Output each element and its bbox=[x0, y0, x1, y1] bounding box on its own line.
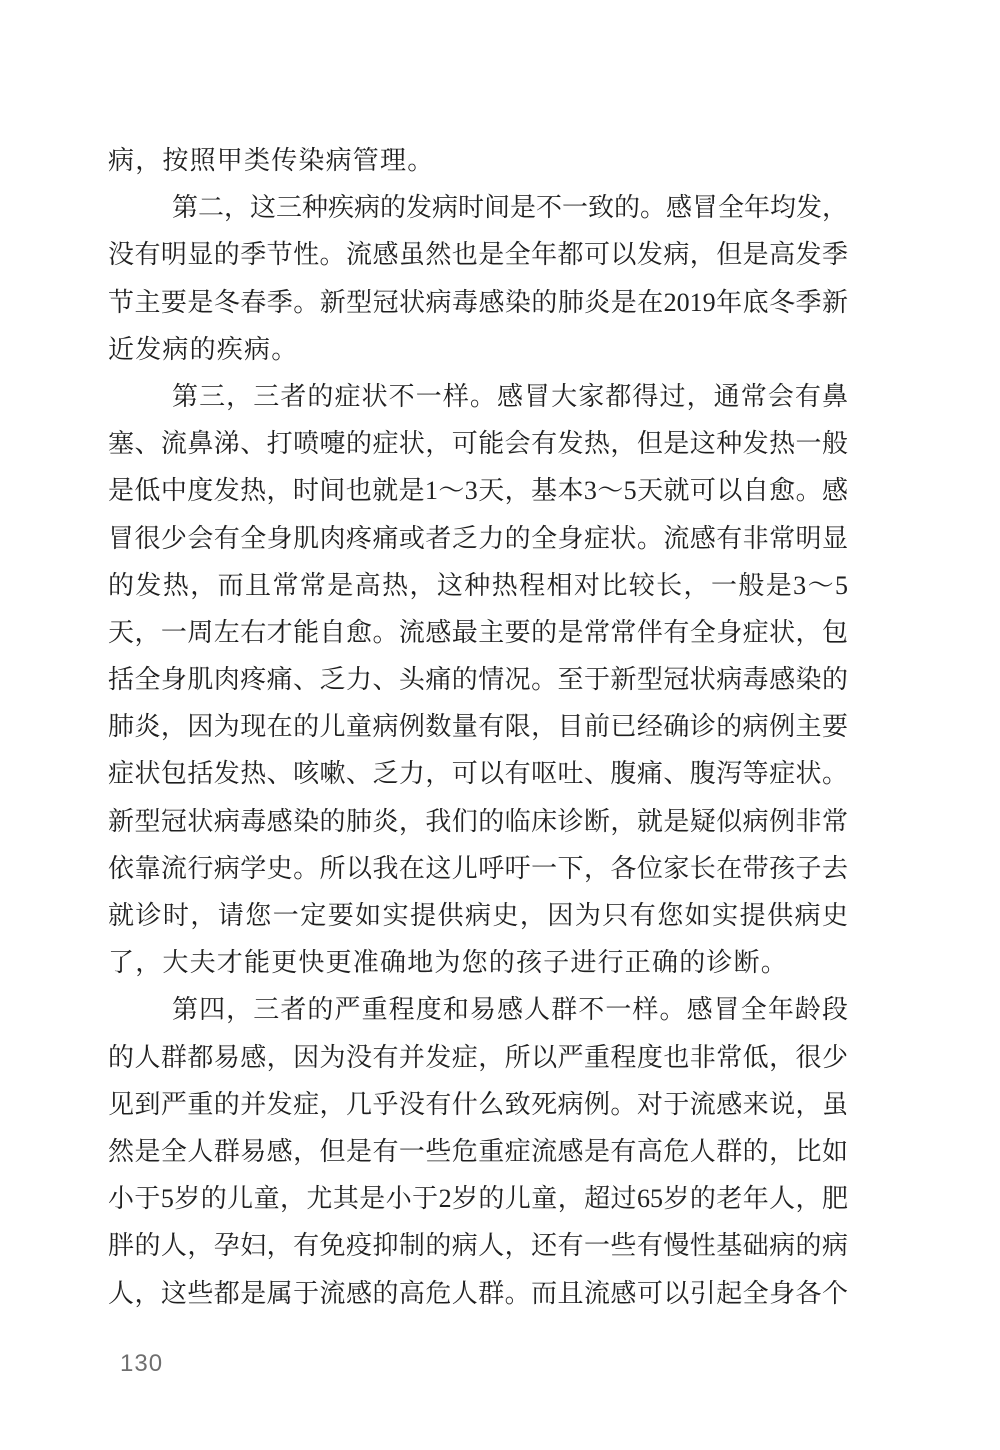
text-line: 依靠流行病学史。所以我在这儿呼吁一下，各位家长在带孩子去 bbox=[108, 853, 848, 883]
text-line: 第四，三者的严重程度和易感人群不一样。感冒全年龄段 bbox=[172, 995, 848, 1025]
text-line: 然是全人群易感，但是有一些危重症流感是有高危人群的，比如 bbox=[108, 1136, 848, 1166]
text-line: 小于5岁的儿童，尤其是小于2岁的儿童，超过65岁的老年人，肥 bbox=[108, 1184, 848, 1214]
text-line: 就诊时，请您一定要如实提供病史，因为只有您如实提供病史 bbox=[108, 901, 848, 930]
page-number: 130 bbox=[120, 1350, 164, 1377]
text-line: 节主要是冬春季。新型冠状病毒感染的肺炎是在2019年底冬季新 bbox=[108, 287, 848, 317]
text-line: 症状包括发热、咳嗽、乏力，可以有呕吐、腹痛、腹泻等症状。 bbox=[108, 759, 848, 789]
body-text bbox=[108, 137, 848, 1317]
text-line: 了，大夫才能更快更准确地为您的孩子进行正确的诊断。 bbox=[108, 948, 789, 978]
text-line: 胖的人，孕妇，有免疫抑制的病人，还有一些有慢性基础病的病 bbox=[108, 1231, 848, 1261]
text-line: 冒很少会有全身肌肉疼痛或者乏力的全身症状。流感有非常明显 bbox=[108, 523, 848, 553]
text-line: 新型冠状病毒感染的肺炎，我们的临床诊断，就是疑似病例非常 bbox=[108, 806, 848, 836]
text-line: 塞、流鼻涕、打喷嚏的症状，可能会有发热，但是这种发热一般 bbox=[108, 429, 848, 459]
text-line: 肺炎，因为现在的儿童病例数量有限，目前已经确诊的病例主要 bbox=[108, 712, 848, 742]
text-line: 是低中度发热，时间也就是1～3天，基本3～5天就可以自愈。感 bbox=[108, 476, 848, 506]
text-line: 括全身肌肉疼痛、乏力、头痛的情况。至于新型冠状病毒感染的 bbox=[108, 665, 848, 695]
text-line: 见到严重的并发症，几乎没有什么致死病例。对于流感来说，虽 bbox=[108, 1089, 848, 1119]
text-line: 没有明显的季节性。流感虽然也是全年都可以发病，但是高发季 bbox=[108, 240, 848, 270]
text-line: 病，按照甲类传染病管理。 bbox=[108, 146, 435, 175]
text-line: 近发病的疾病。 bbox=[108, 334, 299, 364]
text-line: 人，这些都是属于流感的高危人群。而且流感可以引起全身各个 bbox=[108, 1278, 848, 1308]
text-line: 第三，三者的症状不一样。感冒大家都得过，通常会有鼻 bbox=[172, 381, 848, 411]
text-line: 的发热，而且常常是高热，这种热程相对比较长，一般是3～5 bbox=[108, 570, 848, 600]
text-line: 第二，这三种疾病的发病时间是不一致的。感冒全年均发， bbox=[172, 193, 849, 223]
text-line: 天，一周左右才能自愈。流感最主要的是常常伴有全身症状，包 bbox=[108, 617, 848, 647]
text-line: 的人群都易感，因为没有并发症，所以严重程度也非常低，很少 bbox=[108, 1042, 848, 1072]
